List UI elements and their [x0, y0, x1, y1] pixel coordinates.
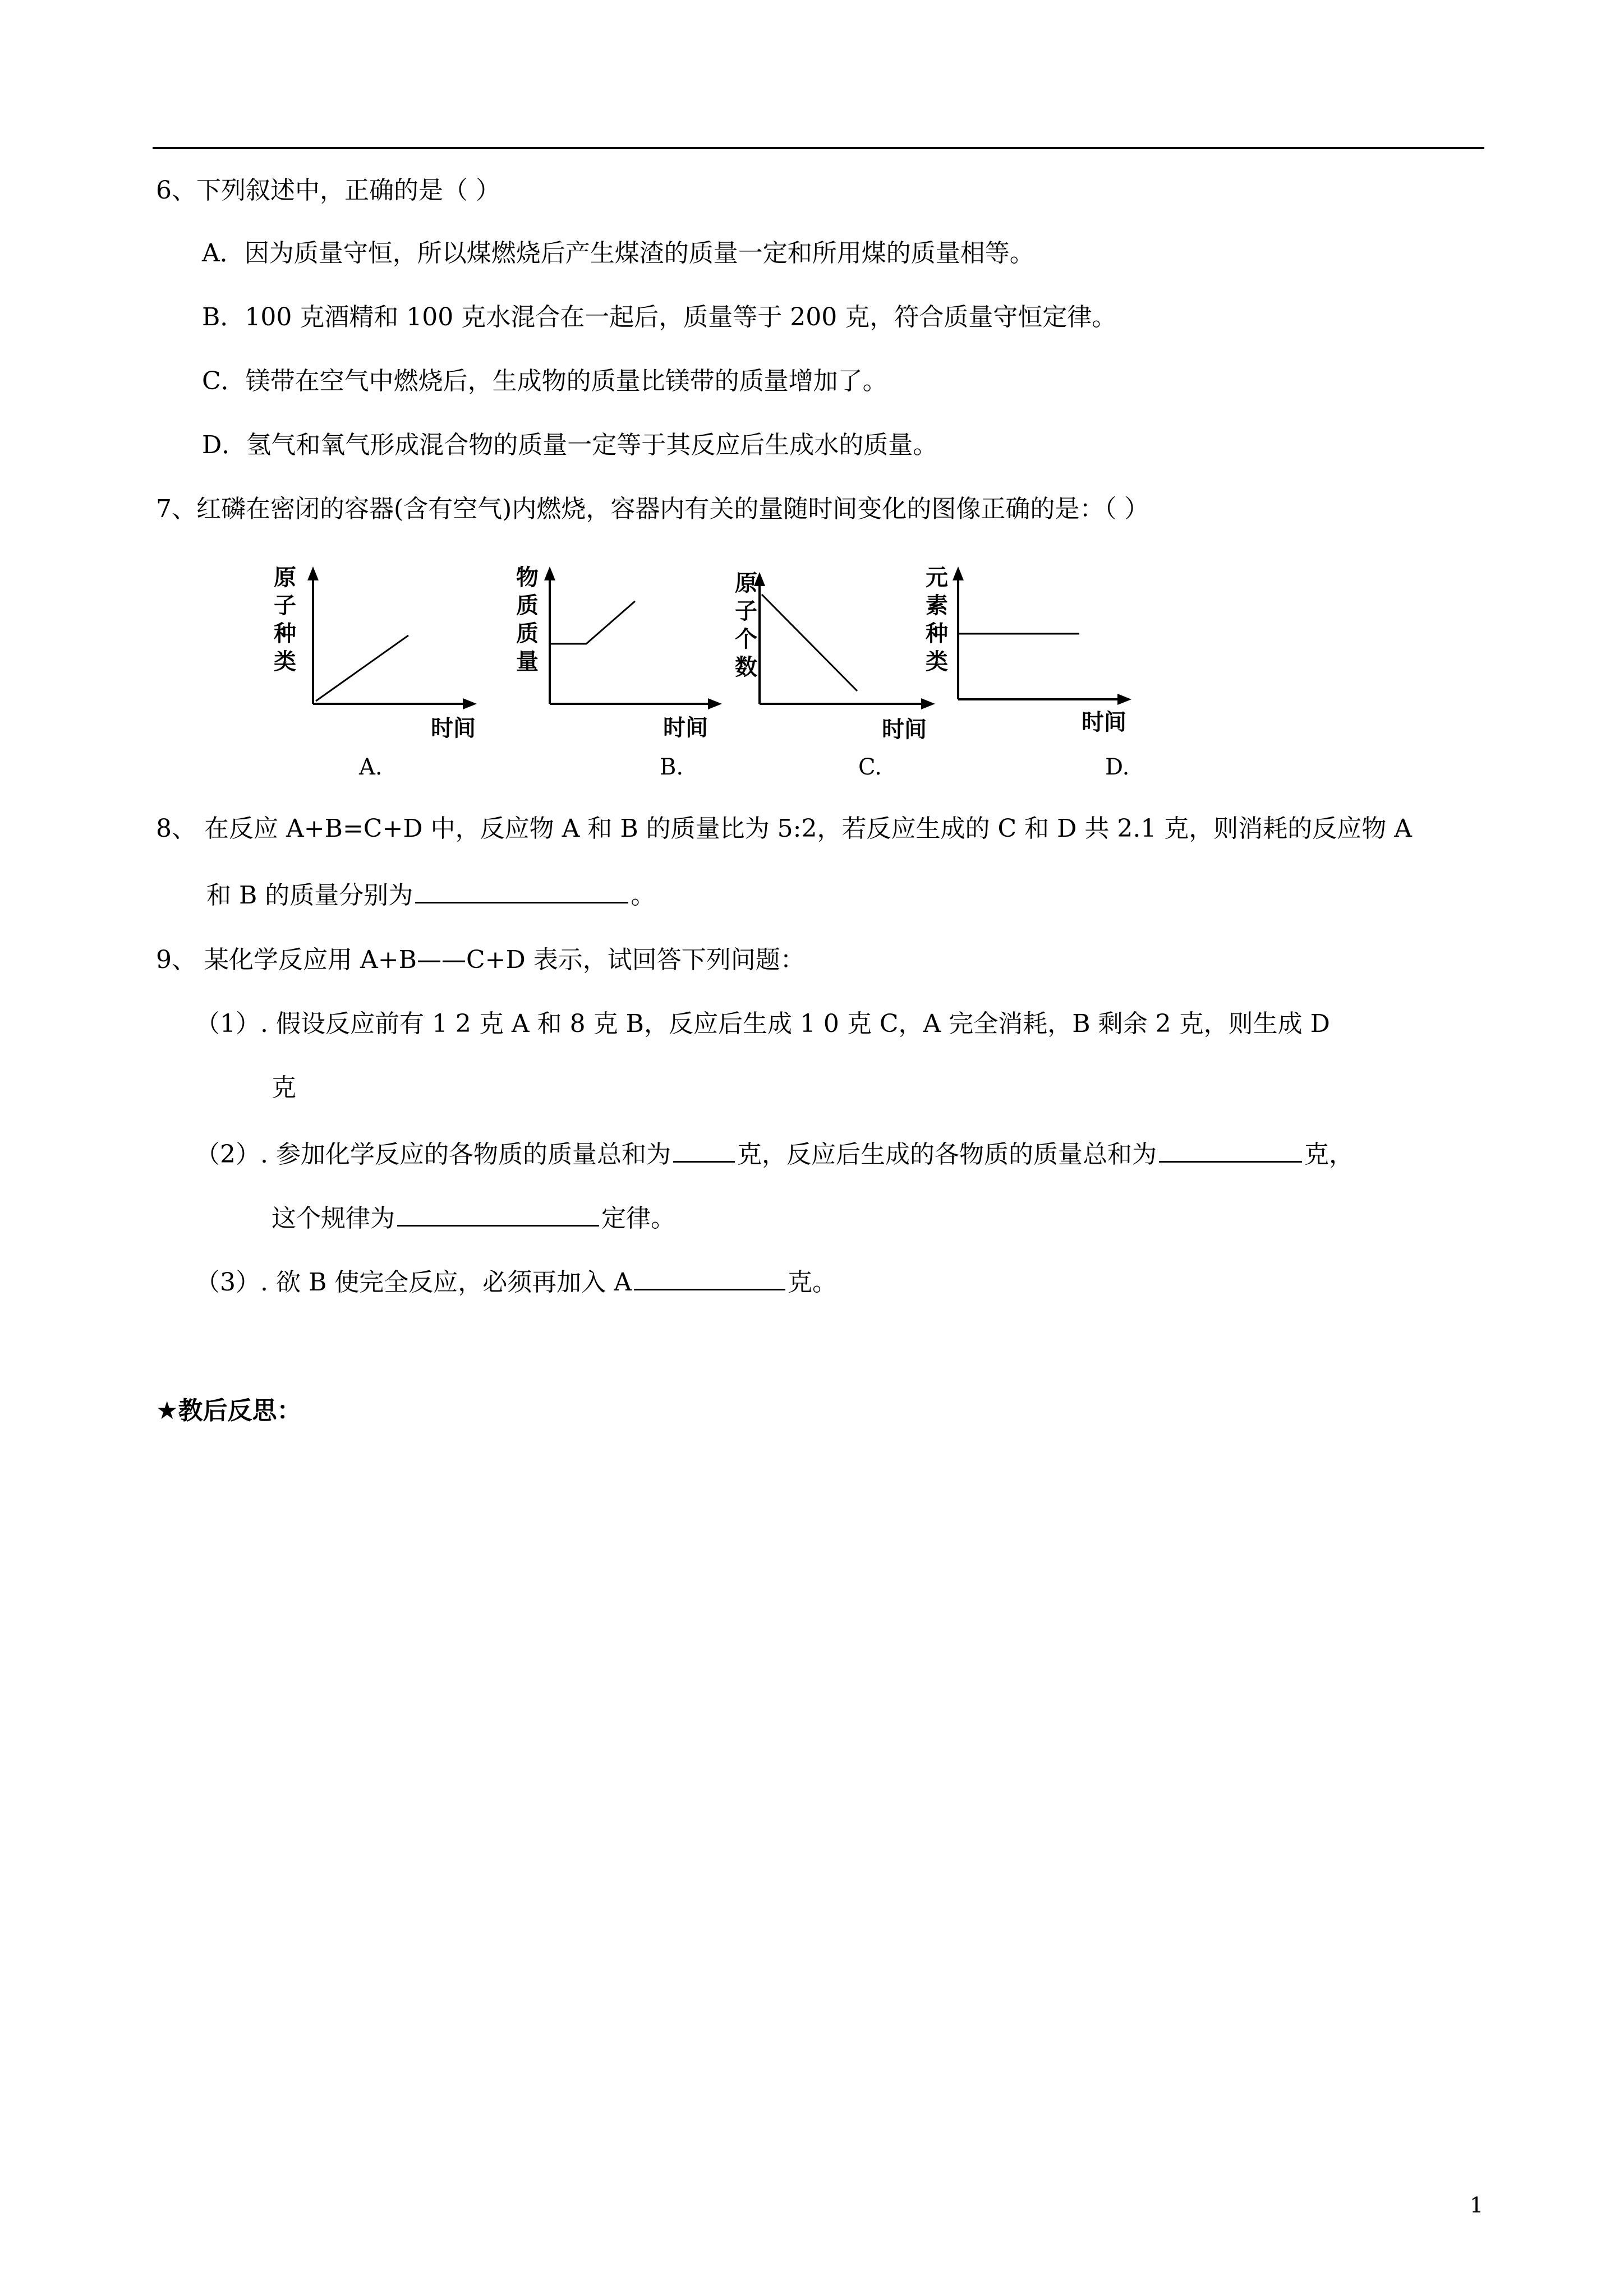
graph-a-option: A.	[359, 754, 383, 780]
graph-b-y-arrow	[544, 566, 555, 580]
q7-stem: 7、红磷在密闭的容器(含有空气)内燃烧，容器内有关的量随时间变化的图像正确的是：（ ）	[156, 495, 1149, 523]
graph-a-x-arrow	[463, 698, 477, 709]
graph-b-line	[551, 601, 635, 644]
q6-option-b: B．100 克酒精和 100 克水混合在一起后，质量等于 200 克，符合质量守恒定律。	[202, 303, 1117, 331]
q9-p2-blank-1[interactable]	[673, 1135, 735, 1163]
q9-p1-line1: （1）. 假设反应前有 1 2 克 A 和 8 克 B，反应后生成 1 0 克 C，A 完全消耗，B 剩余 2 克，则生成 D	[195, 1009, 1330, 1038]
q9-p2-text-b: 克，反应后生成的各物质的质量总和为	[737, 1140, 1157, 1169]
graph-b	[516, 561, 740, 749]
graph-c-option: C.	[858, 754, 882, 780]
graph-d-y-arrow	[953, 566, 964, 580]
q6-stem: 6、下列叙述中，正确的是（ ）	[156, 176, 500, 205]
q9-stem: 9、 某化学反应用 A+B——C+D 表示，试回答下列问题：	[156, 946, 805, 974]
teaching-reflection-heading: ★教后反思：	[156, 1396, 302, 1425]
graph-c-xlabel: 时间	[882, 717, 927, 743]
q8-answer-blank[interactable]	[415, 876, 628, 903]
q9-p1-line2: 克	[272, 1073, 296, 1102]
q8-line2-pre: 和 B 的质量分别为	[206, 881, 413, 910]
page-number: 1	[1470, 2193, 1484, 2217]
graph-a-xlabel: 时间	[431, 716, 476, 741]
graph-b-x-arrow	[708, 698, 722, 709]
graph-d-ylabel: 元 素 种 类	[926, 565, 948, 675]
graph-a-y-arrow	[307, 566, 319, 580]
q8-line1: 8、 在反应 A+B=C+D 中，反应物 A 和 B 的质量比为 5:2，若反应生成的 C 和 D 共 2.1 克，则消耗的反应物 A	[156, 814, 1413, 843]
graph-b-xlabel: 时间	[663, 715, 708, 741]
q9-p2-line1	[195, 1135, 1354, 1172]
q9-p3	[195, 1263, 837, 1299]
graph-a-line	[316, 635, 408, 701]
q6-option-c: C．镁带在空气中燃烧后，生成物的质量比镁带的质量增加了。	[202, 367, 887, 395]
graph-b-option: B.	[660, 754, 684, 780]
q9-p3-blank[interactable]	[634, 1263, 785, 1290]
q9-p2-blank-2[interactable]	[1159, 1135, 1302, 1163]
graph-d-xlabel: 时间	[1082, 709, 1126, 735]
q9-p2-line2	[272, 1199, 675, 1235]
q8-line2	[206, 876, 655, 912]
q6-option-d: D．氢气和氧气形成混合物的质量一定等于其反应后生成水的质量。	[202, 431, 938, 459]
q9-p2-line2-text-a: 这个规律为	[272, 1204, 395, 1233]
q9-p2-line2-text-b: 定律。	[601, 1204, 675, 1233]
graph-c-line	[762, 594, 857, 691]
graph-a	[274, 564, 487, 749]
q6-option-a: A．因为质量守恒，所以煤燃烧后产生煤渣的质量一定和所用煤的质量相等。	[202, 239, 1034, 268]
graph-d-option: D.	[1105, 754, 1130, 780]
graph-d-x-arrow	[1117, 694, 1131, 705]
graph-d	[926, 561, 1150, 746]
q9-p2-text-c: 克，	[1304, 1140, 1354, 1169]
graph-a-ylabel: 原 子 种 类	[274, 565, 296, 675]
graph-b-ylabel: 物 质 质 量	[516, 565, 539, 675]
graph-c-ylabel: 原 子 个 数	[735, 570, 757, 680]
q9-p2-text-a: （2）. 参加化学反应的各物质的质量总和为	[195, 1140, 671, 1169]
q8-line2-post: 。	[631, 881, 656, 910]
q9-p3-text-b: 克。	[788, 1268, 838, 1297]
q9-p2-blank-3[interactable]	[397, 1199, 599, 1227]
header-rule	[153, 147, 1484, 149]
q9-p3-text-a: （3）. 欲 B 使完全反应，必须再加入 A	[195, 1268, 632, 1297]
